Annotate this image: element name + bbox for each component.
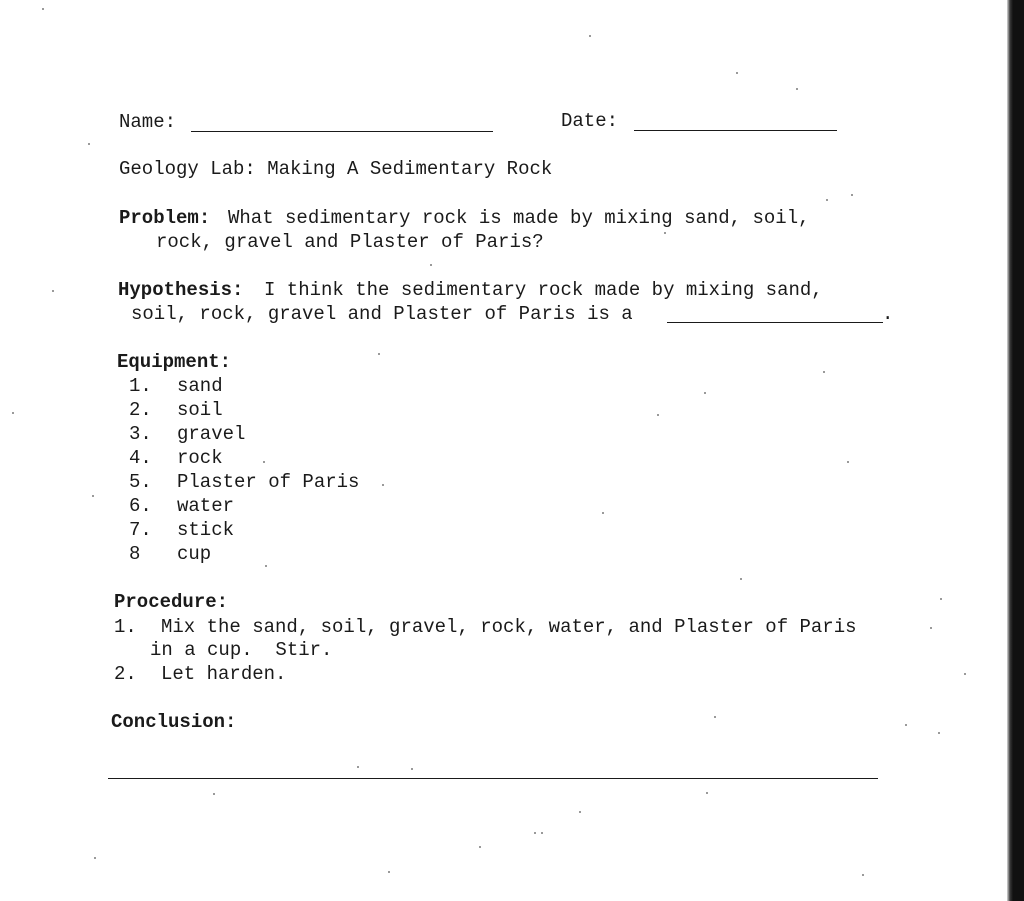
conclusion-label: Conclusion: xyxy=(111,711,237,733)
name-label: Name: xyxy=(119,111,177,133)
procedure-step2: Let harden. xyxy=(161,663,287,685)
equipment-item-number: 6. xyxy=(129,495,152,517)
scanner-edge xyxy=(1007,0,1024,901)
equipment-item: gravel xyxy=(177,423,246,445)
equipment-item-number: 2. xyxy=(129,399,152,421)
procedure-step-number: 2. xyxy=(114,663,137,685)
hypothesis-period: . xyxy=(882,303,894,325)
procedure-step-number: 1. xyxy=(114,616,137,638)
lab-title: Geology Lab: Making A Sedimentary Rock xyxy=(119,158,553,180)
equipment-item-number: 1. xyxy=(129,375,152,397)
hypothesis-text-line2: soil, rock, gravel and Plaster of Paris is a xyxy=(131,303,633,325)
date-blank-line xyxy=(634,130,837,131)
problem-label: Problem: xyxy=(119,207,211,229)
equipment-item-number: 5. xyxy=(129,471,152,493)
date-label: Date: xyxy=(561,110,619,132)
equipment-label: Equipment: xyxy=(117,351,232,373)
procedure-label: Procedure: xyxy=(114,591,229,613)
equipment-item: water xyxy=(177,495,235,517)
hypothesis-text-line1: I think the sedimentary rock made by mixing sand, xyxy=(264,279,823,301)
problem-text-line1: What sedimentary rock is made by mixing sand, soil, xyxy=(228,207,810,229)
equipment-item-number: 3. xyxy=(129,423,152,445)
procedure-step1-line1: Mix the sand, soil, gravel, rock, water, and Plaster of Paris xyxy=(161,616,857,638)
conclusion-blank-line xyxy=(108,778,878,779)
equipment-item-number: 7. xyxy=(129,519,152,541)
problem-text-line2: rock, gravel and Plaster of Paris? xyxy=(156,231,544,253)
equipment-item: sand xyxy=(177,375,223,397)
hypothesis-blank-line xyxy=(667,322,883,323)
equipment-item: cup xyxy=(177,543,212,565)
equipment-item-number: 8 xyxy=(129,543,141,565)
equipment-item: soil xyxy=(177,399,223,421)
name-blank-line xyxy=(191,131,493,132)
procedure-step1-line2: in a cup. Stir. xyxy=(150,639,333,661)
hypothesis-label: Hypothesis: xyxy=(118,279,244,301)
equipment-item: rock xyxy=(177,447,223,469)
equipment-item: Plaster of Paris xyxy=(177,471,360,493)
equipment-item-number: 4. xyxy=(129,447,152,469)
equipment-item: stick xyxy=(177,519,235,541)
